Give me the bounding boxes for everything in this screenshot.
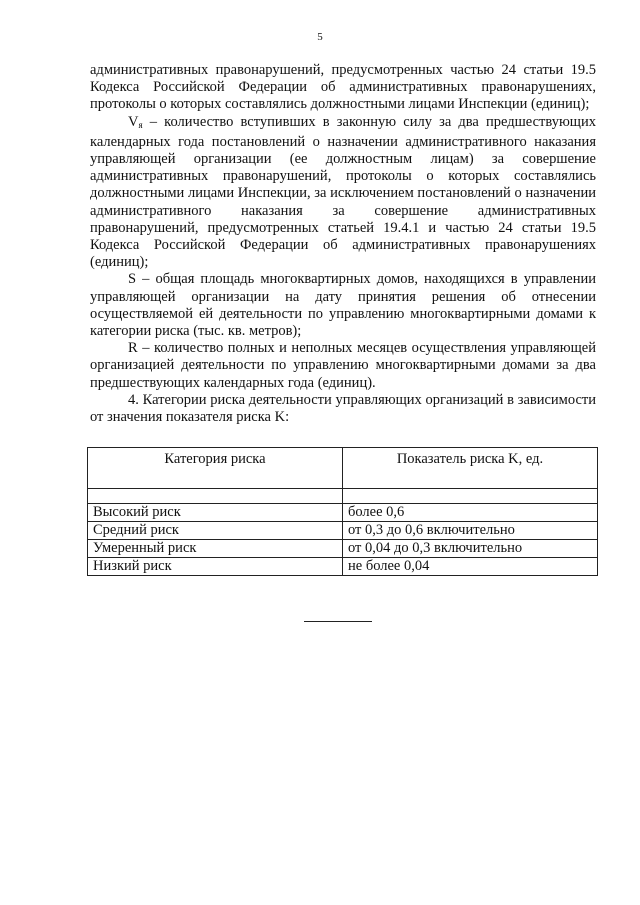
table-header-row xyxy=(88,448,598,489)
paragraph-vya-definition xyxy=(90,114,596,272)
paragraph-offenses-continuation: административных правонарушений, предусмотренных частью 24 статьи 19.5 Кодекса Российской Федерации об административных правонарушениях, протоколы о которых составлялись должностными лицами Инспекции (единиц); xyxy=(90,62,596,113)
table-spacer-row xyxy=(88,489,598,504)
table-row xyxy=(88,540,598,558)
vya-symbol: V xyxy=(128,113,139,130)
table-header-category: Категория риска xyxy=(88,448,343,489)
table-spacer-cell xyxy=(343,489,598,504)
table-row xyxy=(88,504,598,522)
table-header-indicator: Показатель риска K, ед. xyxy=(343,448,598,489)
document-body xyxy=(90,62,596,426)
table-cell-indicator: не более 0,04 xyxy=(343,558,598,576)
table-cell-category: Высокий риск xyxy=(88,504,343,522)
paragraph-r-definition: R – количество полных и неполных месяцев осуществления управляющей организацией деятельности по управлению многоквартирными домами за два предшествующих календарных года (единиц). xyxy=(90,340,596,391)
paragraph-s-definition: S – общая площадь многоквартирных домов, находящихся в управлении управляющей организации на дату принятия решения об отнесении осуществляемой ей деятельности по управлению многоквартирными домами к категории риска (тыс. кв. метров); xyxy=(90,271,596,340)
vya-subscript: я xyxy=(138,119,143,130)
vya-description: – количество вступивших в законную силу за два предшествующих календарных года постановлений о назначении административного наказания управляющей организации (ее должностным лицам) за совершение административных правонарушений, протоколы о которых составлялись должностными лицами Инспекции, за исключением постановлений о назначении административного наказания за совершение административных правонарушений, предусмотренных статьей 19.4.1 и частью 24 статьи 19.5 Кодекса Российской Федерации об административных правонарушениях (единиц); xyxy=(90,113,596,271)
table-cell-indicator: более 0,6 xyxy=(343,504,598,522)
risk-category-table xyxy=(87,447,598,576)
table-spacer-cell xyxy=(88,489,343,504)
table-cell-indicator: от 0,04 до 0,3 включительно xyxy=(343,540,598,558)
table-cell-category: Низкий риск xyxy=(88,558,343,576)
table-row xyxy=(88,558,598,576)
paragraph-risk-categories-intro: 4. Категории риска деятельности управляющих организаций в зависимости от значения показателя риска K: xyxy=(90,391,596,426)
table-cell-category: Средний риск xyxy=(88,522,343,540)
document-end-divider xyxy=(304,621,372,622)
page-number: 5 xyxy=(317,31,323,43)
table-row xyxy=(88,522,598,540)
table-cell-indicator: от 0,3 до 0,6 включительно xyxy=(343,522,598,540)
table-cell-category: Умеренный риск xyxy=(88,540,343,558)
